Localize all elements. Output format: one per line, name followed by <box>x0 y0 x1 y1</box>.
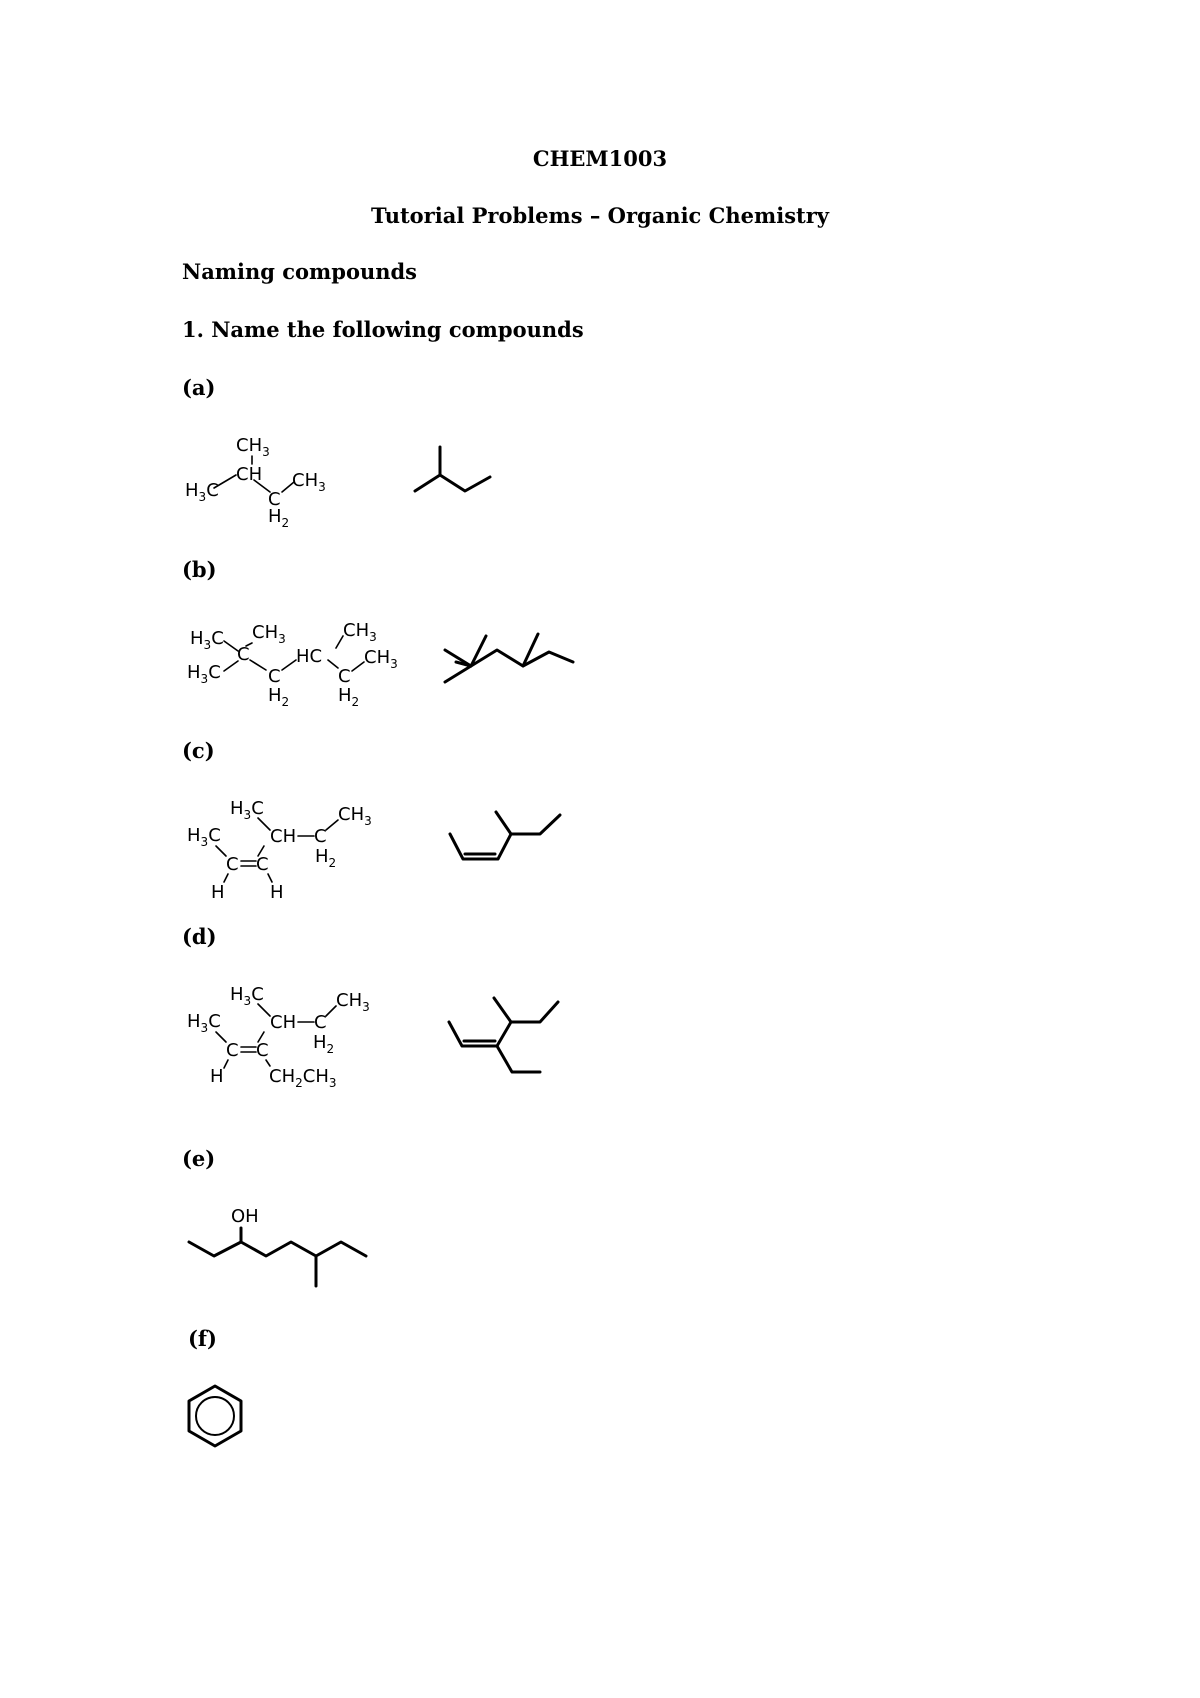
svg-text:CH3: $CH_3$ <box>252 622 286 646</box>
svg-text:H2: $H_2$ <box>315 846 337 870</box>
structure-b-condensed <box>187 620 398 709</box>
atom-label: CH <box>236 435 263 456</box>
atom-label: H <box>270 882 284 903</box>
svg-text:H3C: $H_3C$ <box>230 798 264 822</box>
structure-a-skeletal <box>415 447 490 491</box>
svg-text:H3C: $H_3C$ <box>187 662 221 686</box>
atom-label: H <box>210 1066 224 1087</box>
part-label-f: (f) <box>188 1326 217 1351</box>
atom-label: HC <box>296 646 323 667</box>
atom-label: C <box>237 644 250 665</box>
atom-label: C <box>268 489 281 510</box>
part-label-d: (d) <box>182 924 217 949</box>
question-text: 1. Name the following compounds <box>182 317 584 342</box>
course-code: CHEM1003 <box>532 146 668 171</box>
atom-label: C <box>314 1012 327 1033</box>
svg-text:CH2CH3: $CH_2CH_3$ <box>269 1066 337 1090</box>
atom-label: CH <box>270 826 297 847</box>
section-heading: Naming compounds <box>182 259 418 284</box>
atom-label: C <box>256 1040 269 1061</box>
part-label-b: (b) <box>182 557 217 582</box>
svg-text:CH3: $CH_3$ <box>336 990 370 1014</box>
structure-d-skeletal <box>449 998 558 1072</box>
atom-label: OH <box>231 1206 259 1227</box>
structure-b-skeletal <box>445 634 573 682</box>
atom-label: C <box>338 666 351 687</box>
structure-e-skeletal <box>189 1206 366 1286</box>
svg-text:CH3: $CH_3$ <box>364 647 398 671</box>
svg-text:H2: $H_2$ <box>268 685 290 709</box>
part-label-a: (a) <box>182 375 216 400</box>
atom-label: C <box>314 826 327 847</box>
svg-text:H2: $H_2$ <box>338 685 360 709</box>
structure-a-condensed <box>185 435 326 530</box>
svg-text:CH3: $CH_3$ <box>338 804 372 828</box>
svg-text:CH3: $CH_3$ <box>236 435 270 459</box>
structure-d-condensed <box>187 984 370 1090</box>
structure-c-condensed <box>187 798 372 903</box>
part-label-e: (e) <box>182 1146 216 1171</box>
atom-label: CH <box>236 464 263 485</box>
svg-text:H3C: $H_3C$ <box>187 825 221 849</box>
svg-text:CH3: $CH_3$ <box>343 620 377 644</box>
atom-label: H <box>211 882 225 903</box>
svg-text:H2: $H_2$ <box>268 506 290 530</box>
atom-label: C <box>226 854 239 875</box>
structure-c-skeletal <box>450 812 560 859</box>
structure-f-benzene <box>189 1386 241 1446</box>
svg-text:H3C: $H_3C$ <box>230 984 264 1008</box>
page-title: Tutorial Problems – Organic Chemistry <box>371 203 829 228</box>
atom-label: C <box>226 1040 239 1061</box>
atom-label: C <box>268 666 281 687</box>
svg-text:H2: $H_2$ <box>313 1032 335 1056</box>
svg-text:H3C: $H_3C$ <box>187 1011 221 1035</box>
svg-text:H3C: $H_3C$ <box>190 628 224 652</box>
svg-text:H3C: $H_3C$ <box>185 480 219 504</box>
part-label-c: (c) <box>182 738 215 763</box>
atom-label: C <box>256 854 269 875</box>
atom-label: CH <box>270 1012 297 1033</box>
svg-text:CH3: $CH_3$ <box>292 470 326 494</box>
